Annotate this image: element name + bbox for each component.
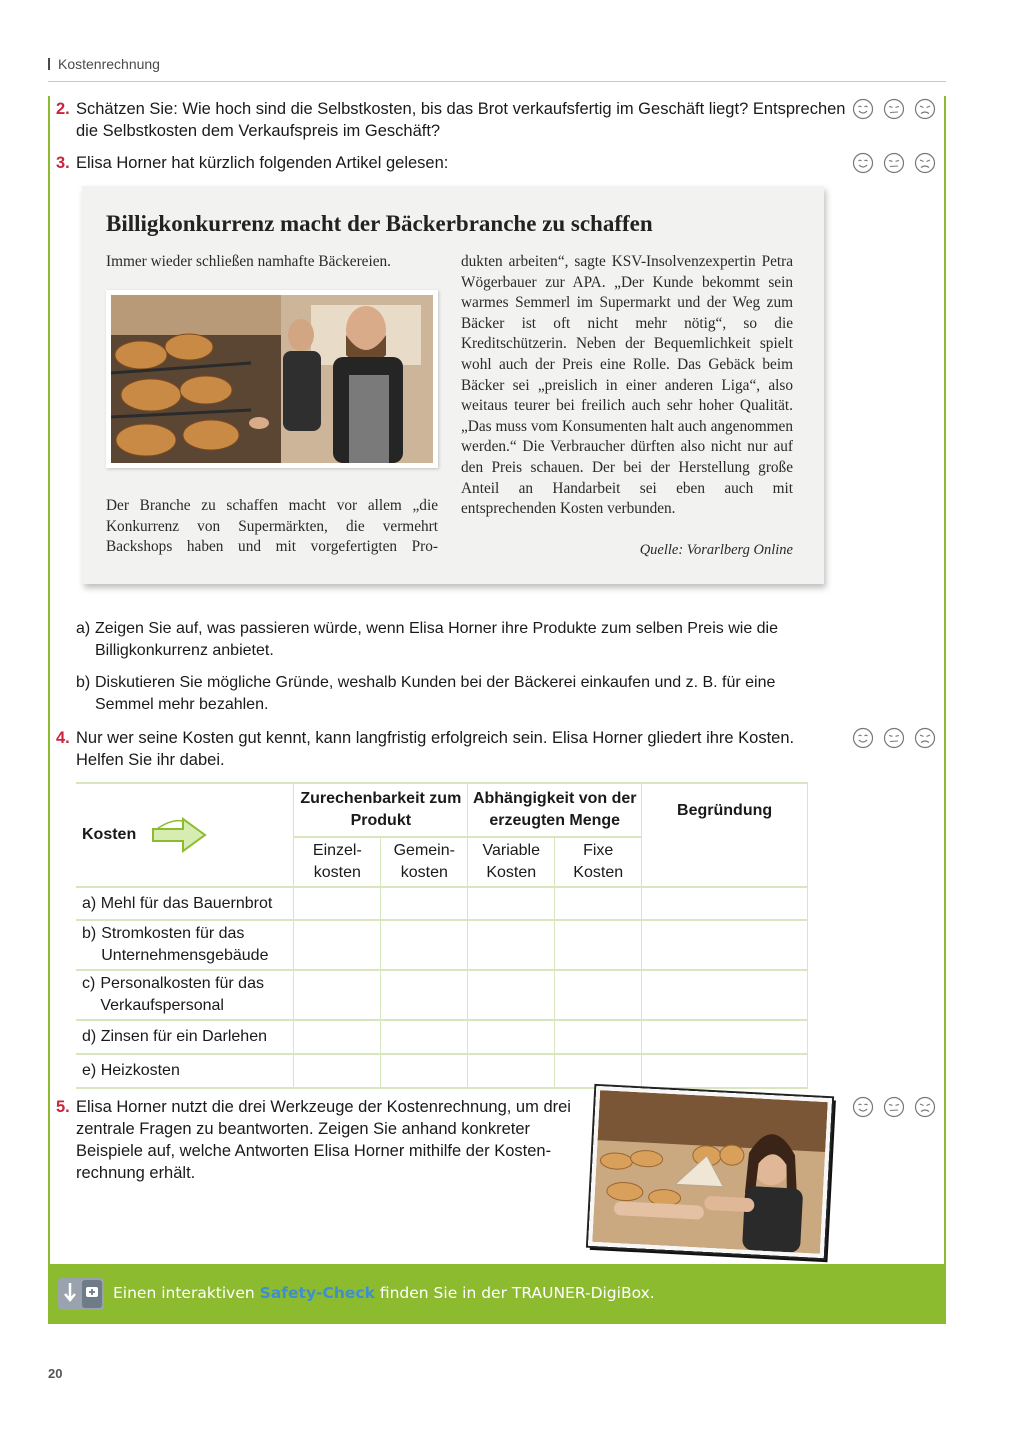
answer-cell[interactable] [468, 1054, 555, 1088]
row-text: Personalkosten für das Verkaufspersonal [100, 975, 264, 1014]
group-header-abhaengigkeit: Abhängigkeit von der erzeugten Menge [468, 783, 642, 837]
task-number: 3. [56, 154, 70, 172]
subtask-text: Zeigen Sie auf, was passieren würde, wenn Elisa Horner ihre Produkte zum selben Preis wie die Billigkonkurrenz anbietet. [95, 620, 779, 659]
row-text: Mehl für das Bauernbrot [100, 894, 273, 912]
kosten-label: Kosten [82, 826, 137, 844]
answer-cell[interactable] [468, 887, 555, 920]
answer-cell[interactable] [555, 920, 642, 970]
row-letter: b) [82, 925, 97, 942]
kosten-header-cell [76, 783, 294, 887]
answer-cell[interactable] [642, 1020, 808, 1054]
sad-face-icon[interactable] [914, 98, 936, 120]
subheader-variable-kosten: Variable Kosten [468, 837, 555, 887]
row-label [76, 1020, 294, 1054]
answer-cell[interactable] [555, 1054, 642, 1088]
answer-cell[interactable] [555, 1020, 642, 1054]
row-label [76, 887, 294, 920]
row-text: Zinsen für ein Darlehen [100, 1028, 267, 1045]
row-letter: e) [82, 1062, 97, 1079]
happy-face-icon[interactable] [852, 98, 874, 120]
task-number: 4. [56, 729, 70, 747]
table-row [76, 1054, 808, 1088]
task-text: Nur wer seine Kosten gut kennt, kann langfristig erfolgreich sein. Elisa Horner gliedert ihre Kosten. Helfen Sie ihr dabei. [76, 729, 795, 769]
banner-suffix: finden Sie in der TRAUNER-DigiBox. [374, 1284, 655, 1302]
neutral-face-icon[interactable] [883, 1096, 905, 1118]
article-text-left-bottom: Der Branche zu schaffen macht vor allem „die Konkurrenz von Supermärkten, die vermehrt Backshops haben und mit vorgefertigten Pro- [106, 497, 438, 556]
happy-face-icon[interactable] [852, 152, 874, 174]
self-assessment-task-4 [852, 727, 936, 749]
task-number: 5. [56, 1098, 70, 1116]
subtask-text: Diskutieren Sie mögliche Gründe, weshalb Kunden bei der Bäckerei einkaufen und z. B. für eine Semmel mehr bezahlen. [95, 674, 776, 713]
answer-cell[interactable] [642, 920, 808, 970]
answer-cell[interactable] [294, 1020, 381, 1054]
cost-classification-table [76, 782, 808, 1089]
neutral-face-icon[interactable] [883, 727, 905, 749]
answer-cell[interactable] [294, 970, 381, 1020]
answer-cell[interactable] [468, 970, 555, 1020]
answer-cell[interactable] [294, 1054, 381, 1088]
task-text: Elisa Horner hat kürzlich folgenden Artikel gelesen: [76, 154, 449, 172]
header-divider [48, 58, 50, 70]
digibox-icon [56, 1276, 106, 1312]
safety-check-link[interactable]: Safety-Check [259, 1284, 375, 1302]
sad-face-icon[interactable] [914, 1096, 936, 1118]
task-text: Elisa Horner nutzt die drei Werkzeuge der Kostenrechnung, um drei zentrale Fragen zu beantworten. Zeigen Sie anhand konkreter Beispiele auf, welche Antworten Elisa Horner mithilfe der Kostenrechnung erhält. [76, 1098, 571, 1182]
answer-cell[interactable] [555, 970, 642, 1020]
header-begruendung: Begründung [642, 783, 808, 887]
neutral-face-icon[interactable] [883, 98, 905, 120]
banner-prefix: Einen interaktiven [113, 1284, 260, 1302]
digibox-banner[interactable] [48, 1264, 946, 1324]
page-number: 20 [48, 1366, 63, 1381]
table-row [76, 887, 808, 920]
self-assessment-task-3 [852, 152, 936, 174]
task-4 [56, 727, 816, 771]
neutral-face-icon[interactable] [883, 152, 905, 174]
answer-cell[interactable] [381, 887, 468, 920]
answer-cell[interactable] [642, 970, 808, 1020]
group-header-zurechenbarkeit: Zurechenbarkeit zum Produkt [294, 783, 468, 837]
row-label [76, 1054, 294, 1088]
subheader-fixe-kosten: Fixe Kosten [555, 837, 642, 887]
answer-cell[interactable] [381, 1020, 468, 1054]
subtask-b [76, 672, 806, 716]
running-header [48, 56, 946, 82]
table-row [76, 1020, 808, 1054]
newspaper-article [82, 186, 824, 584]
happy-face-icon[interactable] [852, 1096, 874, 1118]
answer-cell[interactable] [642, 887, 808, 920]
answer-cell[interactable] [294, 920, 381, 970]
answer-cell[interactable] [381, 920, 468, 970]
answer-cell[interactable] [381, 1054, 468, 1088]
row-letter: d) [82, 1028, 97, 1045]
row-text: Stromkosten für das Unternehmensgebäude [101, 925, 269, 964]
self-assessment-task-5 [852, 1096, 936, 1118]
task-5 [56, 1096, 576, 1184]
subheader-einzelkosten: Einzel-kosten [294, 837, 381, 887]
task-text: Schätzen Sie: Wie hoch sind die Selbstkosten, bis das Brot verkaufsfertig im Geschäft liegt? Entsprechen die Selbstkosten dem Verkaufspreis im Geschäft? [76, 100, 846, 140]
row-label [76, 920, 294, 970]
task-3 [56, 152, 816, 174]
subheader-gemeinkosten: Gemein-kosten [381, 837, 468, 887]
subtask-a [76, 618, 806, 662]
row-label [76, 970, 294, 1020]
answer-cell[interactable] [294, 887, 381, 920]
answer-cell[interactable] [642, 1054, 808, 1088]
answer-cell[interactable] [555, 887, 642, 920]
bakery-photo-illustration [111, 295, 433, 463]
bakery-sales-photo [588, 1086, 832, 1258]
sad-face-icon[interactable] [914, 727, 936, 749]
answer-cell[interactable] [381, 970, 468, 1020]
row-letter: a) [82, 894, 97, 912]
happy-face-icon[interactable] [852, 727, 874, 749]
sad-face-icon[interactable] [914, 152, 936, 174]
subtask-label: b) [76, 674, 91, 691]
answer-cell[interactable] [468, 920, 555, 970]
row-text: Heizkosten [100, 1062, 180, 1079]
article-text-right: dukten arbeiten“, sagte KSV-Insolvenzexpertin Petra Wögerbauer zur APA. „Der Kunde bekommt sein warmes Semmerl im Supermarkt und der Weg zum Bäcker ist oft nicht mehr nötig“, so die Kreditschützerin. Neben der Bequemlichkeit spielt wohl auch der Preis eine Rolle. Das Gebäck beim Bäcker sei „preislich in einer anderen Liga“, also weitaus teurer bei freilich auch sehr hoher Qualität. „Das muss vom Konsumenten halt auch angenommen werden.“ Die Verbraucher dürften also nicht nur auf den Preis schauen. Der bei der Herstellung große Anteil an Handarbeit sei eben auch mit entsprechenden Kosten verbunden. [461, 253, 793, 518]
banner-text [113, 1284, 655, 1302]
table-row [76, 920, 808, 970]
task-number: 2. [56, 100, 70, 118]
subtask-label: a) [76, 620, 91, 637]
article-text-left-top: Immer wieder schließen namhafte Bäckereien. [106, 253, 391, 270]
self-assessment-task-2 [852, 98, 936, 120]
bakery-counter-illustration [592, 1090, 828, 1254]
article-title: Billigkonkurrenz macht der Bäckerbranche zu schaffen [106, 211, 653, 236]
task-2 [56, 98, 846, 142]
arrow-right-icon [151, 815, 209, 855]
chapter-title: Kostenrechnung [58, 56, 160, 72]
bakery-staff-photo [106, 290, 438, 468]
table-row [76, 970, 808, 1020]
row-letter: c) [82, 975, 96, 992]
answer-cell[interactable] [468, 1020, 555, 1054]
article-source: Quelle: Vorarlberg Online [639, 542, 793, 558]
